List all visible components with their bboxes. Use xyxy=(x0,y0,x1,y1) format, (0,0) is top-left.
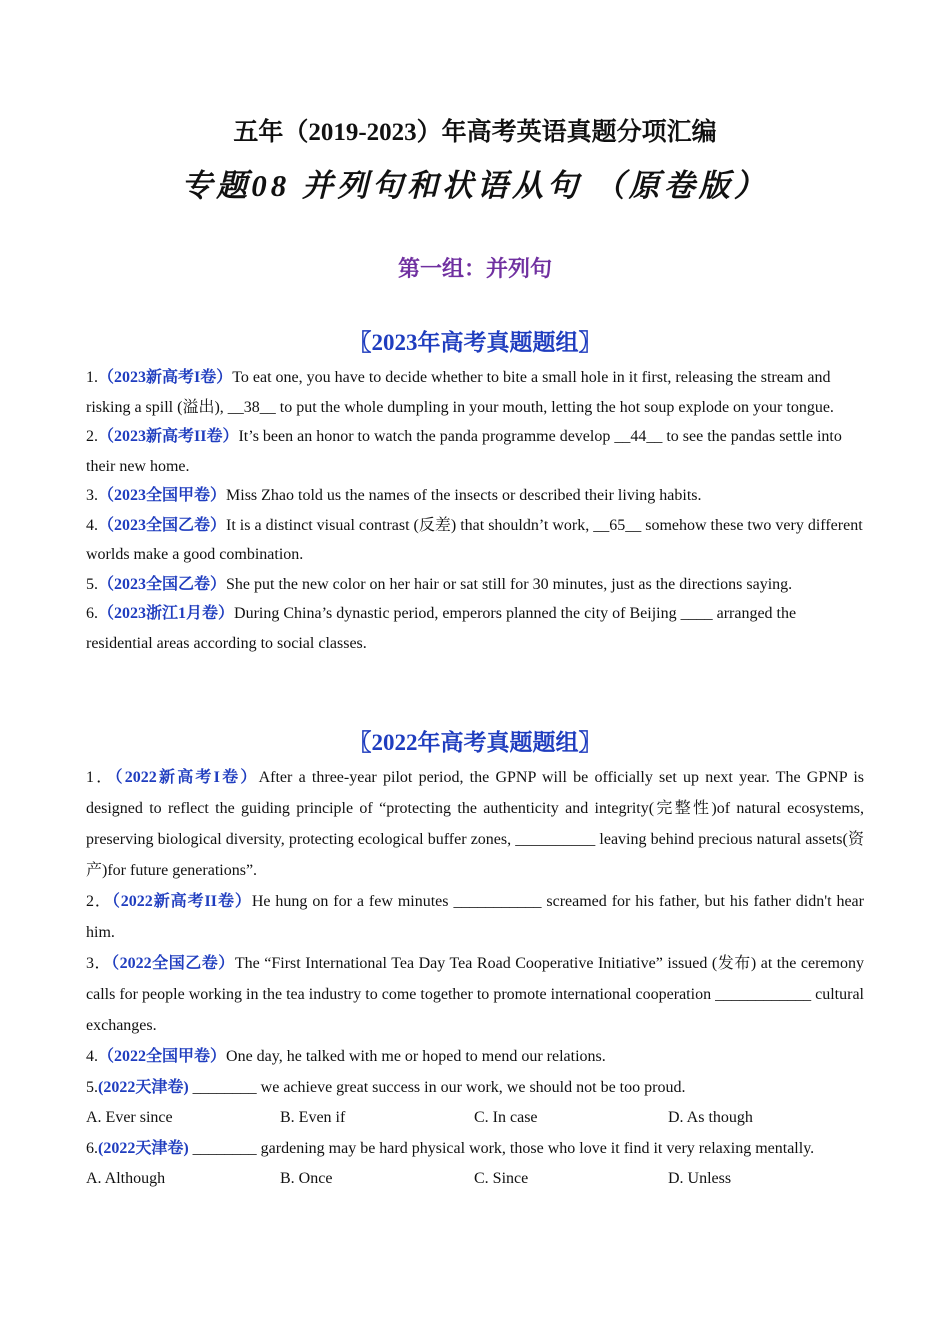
question-item xyxy=(86,1072,864,1103)
question-item xyxy=(86,363,864,422)
question-source: （2023全国乙卷） xyxy=(98,516,227,534)
option-c: C. Since xyxy=(474,1170,529,1187)
question-number: 1． xyxy=(86,769,115,786)
question-text: She put the new color on her hair or sat still for 30 minutes, just as the directions saying. xyxy=(226,575,793,593)
question-number: 4. xyxy=(86,1048,98,1065)
question-number: 5. xyxy=(86,1079,98,1096)
question-item xyxy=(86,948,864,1041)
question-number: 3. xyxy=(86,487,98,504)
option-c: C. In case xyxy=(474,1109,538,1126)
option-d: D. Unless xyxy=(668,1170,732,1187)
question-number: 6. xyxy=(86,605,98,622)
option-b: B. Once xyxy=(280,1170,333,1187)
question-text: One day, he talked with me or hoped to mend our relations. xyxy=(226,1048,606,1065)
question-source: （2023浙江1月卷） xyxy=(98,605,235,622)
question-item xyxy=(86,570,864,600)
question-number: 2． xyxy=(86,893,112,910)
question-item xyxy=(86,599,864,658)
question-list-2023 xyxy=(86,363,864,658)
question-text: He hung on for a few minutes ___________ screamed for his father, but his father didn't hear him. xyxy=(86,893,864,941)
question-source: （2022全国乙卷） xyxy=(111,955,235,972)
question-source: （2023全国乙卷） xyxy=(98,575,227,593)
question-item xyxy=(86,511,864,570)
question-number: 5. xyxy=(86,575,98,593)
question-text: ________ gardening may be hard physical work, those who love it find it very relaxing mentally. xyxy=(188,1140,815,1157)
question-source: （2023新高考II卷） xyxy=(98,428,239,445)
group-title: 第一组：并列句 xyxy=(397,256,552,281)
question-item xyxy=(86,422,864,481)
question-text: During China’s dynastic period, emperors planned the city of Beijing ____ arranged the residential areas according to social classes. xyxy=(86,605,797,652)
question-list-2022 xyxy=(86,762,864,1194)
question-item xyxy=(86,1133,864,1164)
question-text: The “First International Tea Day Tea Road Cooperative Initiative” issued (发布) at the ceremony calls for people working in the tea industry to come together to promote international cooperation ____________ cultural exchanges. xyxy=(86,955,864,1034)
option-d: D. As though xyxy=(668,1109,753,1126)
question-source: （2022新高考I卷） xyxy=(114,769,259,786)
option-a: A. Ever since xyxy=(86,1109,173,1126)
question-source: （2022全国甲卷） xyxy=(98,1048,227,1065)
section-heading-2023: 〖2023年高考真题题组〗 xyxy=(348,330,602,355)
section-heading-2022: 〖2022年高考真题题组〗 xyxy=(348,730,602,755)
question-number: 4. xyxy=(86,516,98,534)
option-a: A. Although xyxy=(86,1170,166,1187)
question-number: 6. xyxy=(86,1140,98,1157)
question-text: It is a distinct visual contrast (反差) that shouldn’t work, __65__ somehow these two very different worlds make a good combination. xyxy=(86,516,863,563)
question-item xyxy=(86,886,864,948)
answer-options xyxy=(86,1164,864,1194)
option-b: B. Even if xyxy=(280,1109,346,1126)
question-number: 1. xyxy=(86,369,98,386)
question-text: It’s been an honor to watch the panda programme develop __44__ to see the pandas settle into their new home. xyxy=(86,428,842,475)
question-item xyxy=(86,762,864,886)
question-item xyxy=(86,481,864,511)
question-number: 3． xyxy=(86,955,112,972)
question-source: (2022天津卷) xyxy=(98,1140,189,1157)
question-source: （2023新高考I卷） xyxy=(98,369,233,386)
question-text: After a three-year pilot period, the GPNP will be officially set up next year. The GPNP is designed to reflect the guiding principle of “protecting the authenticity and integrity(完整性)of natural ecosystems, preserving biological diversity, protecting ecological buffer zones, __________ leaving behind precious natural assets(资产)for future generations”. xyxy=(86,769,864,879)
question-source: （2023全国甲卷） xyxy=(98,487,227,504)
document-title: 五年（2019-2023）年高考英语真题分项汇编 xyxy=(233,119,717,146)
document-subtitle: 专题08 并列句和状语从句 （原卷版） xyxy=(181,168,769,203)
question-item xyxy=(86,1041,864,1072)
question-number: 2. xyxy=(86,428,98,445)
question-text: ________ we achieve great success in our work, we should not be too proud. xyxy=(188,1079,686,1096)
question-source: (2022天津卷) xyxy=(98,1079,189,1096)
question-source: （2022新高考II卷） xyxy=(111,893,252,910)
question-text: To eat one, you have to decide whether to bite a small hole in it first, releasing the stream and risking a spill (溢出), __38__ to put the whole dumpling in your mouth, letting the hot soup explode on your tongue. xyxy=(86,369,834,416)
question-text: Miss Zhao told us the names of the insects or described their living habits. xyxy=(226,487,702,504)
answer-options xyxy=(86,1103,864,1133)
